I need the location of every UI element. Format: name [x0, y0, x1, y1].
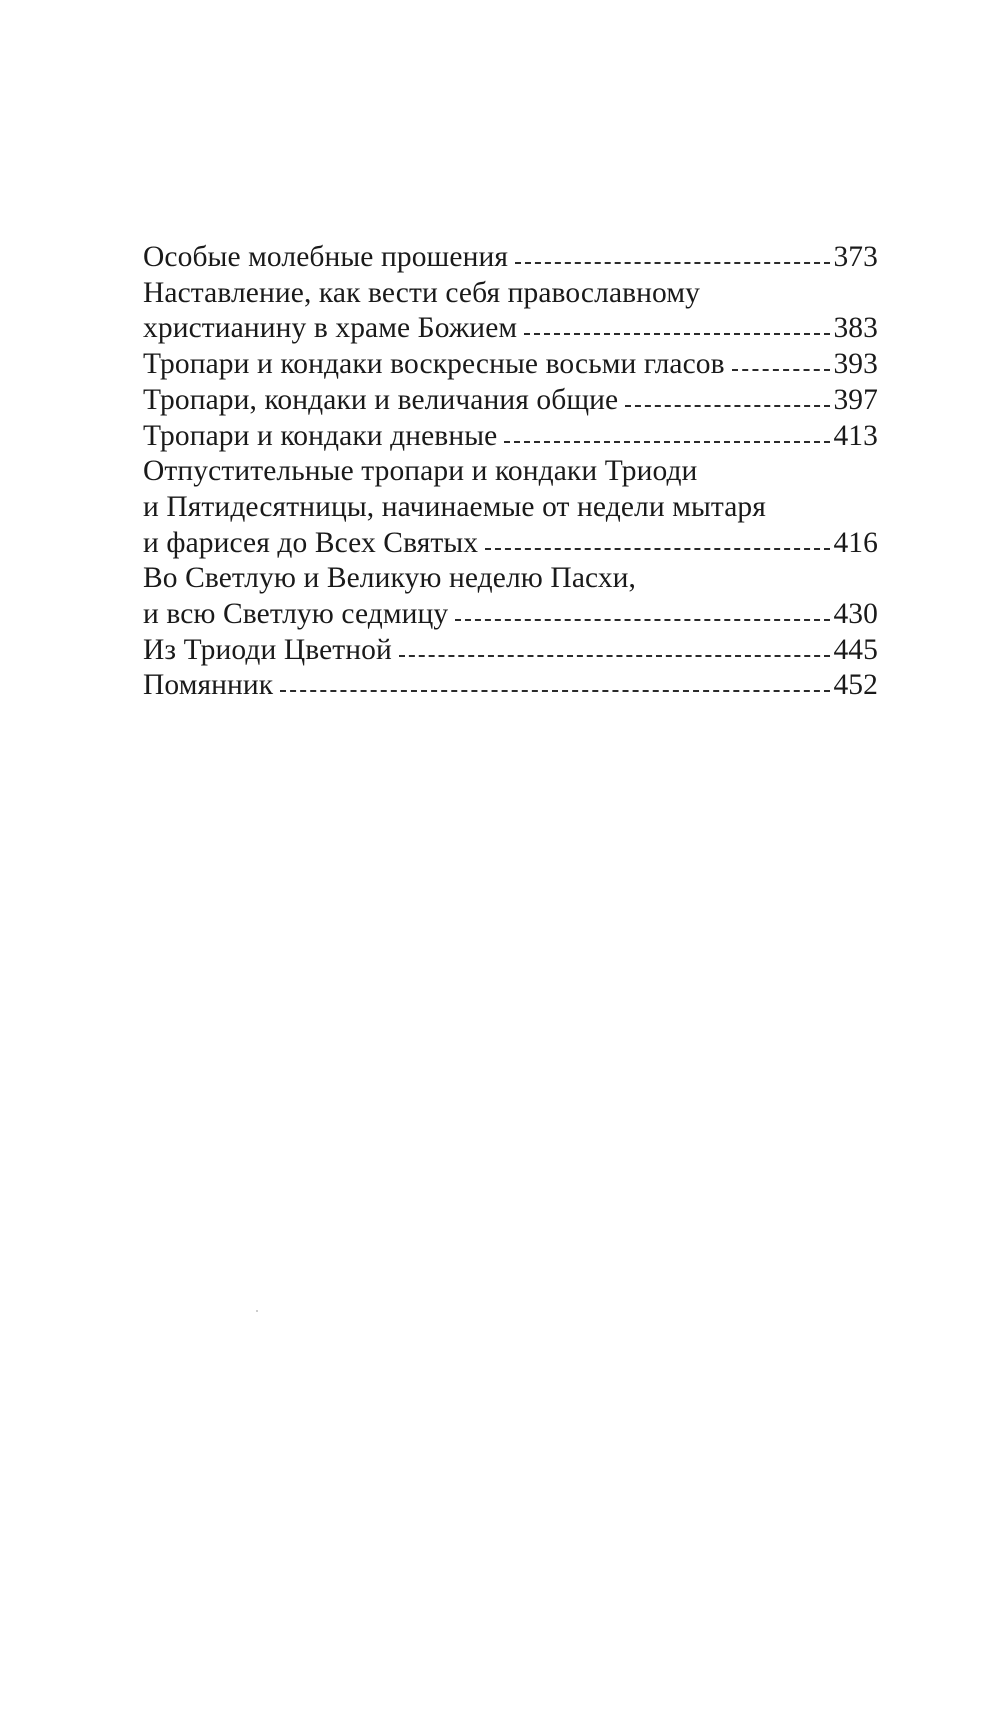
- toc-entry: [143, 419, 878, 455]
- toc-page-number: 373: [833, 241, 878, 273]
- toc-entry: [143, 668, 878, 704]
- toc-leader: [625, 405, 830, 407]
- toc-page-number: 430: [833, 598, 878, 631]
- toc-entry-title: Из Триоди Цветной: [143, 633, 392, 666]
- toc-page-number: 393: [833, 348, 878, 381]
- toc-entry-title: и фарисея до Всех Святых: [143, 526, 479, 559]
- toc-entry: [143, 383, 878, 419]
- toc-entry-line: [143, 240, 878, 276]
- toc-entry-line: [143, 526, 878, 562]
- toc-entry-line: [143, 311, 878, 347]
- toc-entry-title: Особые молебные прошения: [143, 241, 509, 273]
- toc-page-number: 452: [833, 669, 878, 702]
- toc-entry-line: [143, 347, 878, 383]
- toc-page-number: 445: [833, 633, 878, 666]
- toc-entry: [143, 240, 878, 276]
- toc-leader: [515, 262, 830, 264]
- toc-leader: [399, 655, 831, 657]
- toc-leader: [732, 369, 831, 371]
- toc-entry: [143, 276, 878, 347]
- toc-entry-title: Тропари и кондаки дневные: [143, 419, 498, 452]
- toc-page-number: 413: [833, 419, 878, 452]
- table-of-contents: [143, 240, 878, 704]
- toc-entry-title: и всю Светлую седмицу: [143, 598, 449, 631]
- paper-speck: [256, 1310, 258, 1312]
- toc-entry-line: Отпустительные тропари и кондаки Триоди: [143, 455, 698, 488]
- toc-leader: [504, 441, 830, 443]
- toc-leader: [485, 548, 830, 550]
- toc-entry: [143, 561, 878, 632]
- toc-entry-title: Тропари, кондаки и величания общие: [143, 383, 619, 416]
- toc-entry: [143, 347, 878, 383]
- toc-entry: [143, 454, 878, 561]
- toc-leader: [524, 333, 830, 335]
- toc-entry-title: Помянник: [143, 669, 274, 702]
- toc-entry-line: [143, 383, 878, 419]
- toc-entry: [143, 633, 878, 669]
- toc-entry-line: и Пятидесятницы, начинаемые от недели мытаря: [143, 490, 766, 523]
- toc-entry-line: Наставление, как вести себя православному: [143, 276, 700, 309]
- toc-entry-title: христианину в храме Божием: [143, 312, 518, 345]
- toc-page-number: 383: [833, 312, 878, 345]
- toc-entry-line: [143, 668, 878, 704]
- toc-entry-line: [143, 597, 878, 633]
- toc-leader: [280, 690, 830, 692]
- toc-page-number: 397: [833, 383, 878, 416]
- toc-entry-line: Во Светлую и Великую неделю Пасхи,: [143, 562, 637, 595]
- toc-entry-line: [143, 419, 878, 455]
- toc-leader: [455, 619, 830, 621]
- toc-page-number: 416: [833, 526, 878, 559]
- toc-entry-line: [143, 633, 878, 669]
- toc-entry-title: Тропари и кондаки воскресные восьми гласов: [143, 348, 725, 381]
